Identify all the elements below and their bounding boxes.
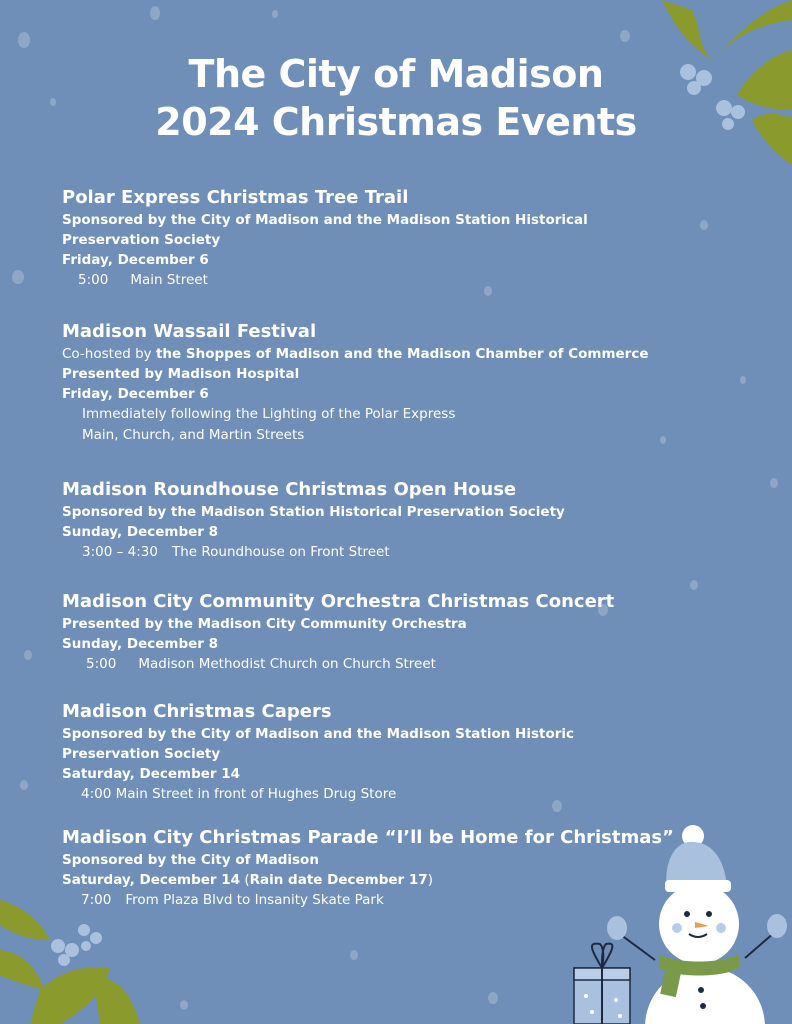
event-date-line (62, 870, 732, 890)
page-title (0, 50, 792, 146)
event-time: 5:00 (86, 656, 117, 672)
event-time-location (62, 890, 732, 911)
event-paren-open: ( (240, 872, 250, 888)
event-date: Saturday, December 14 (62, 766, 241, 782)
event-cohost-prefix: Co-hosted by (62, 346, 156, 362)
event-sponsor-cont: Preservation Society (62, 746, 221, 762)
event-time-location (62, 784, 732, 805)
event-roundhouse-open-house (62, 478, 732, 563)
event-location: Main Street in front of Hughes Drug Store (115, 786, 397, 802)
snow-dot (740, 376, 746, 384)
event-date: Saturday, December 14 (62, 872, 241, 888)
event-title: Madison Christmas Capers (62, 701, 332, 722)
snow-dot (180, 1000, 188, 1010)
event-time: 7:00 (81, 892, 112, 908)
event-sponsor: Sponsored by the City of Madison and the Madison Station Historical (62, 212, 588, 228)
snow-dot (620, 30, 630, 42)
event-paren-close: ) (427, 872, 433, 888)
event-title: Madison Wassail Festival (62, 321, 317, 342)
snow-dot (12, 270, 24, 284)
event-cohost (62, 344, 732, 364)
event-location: Main Street (130, 272, 208, 288)
event-sponsor: Sponsored by the Madison Station Historical Preservation Society (62, 504, 565, 520)
event-detail: Immediately following the Lighting of the Polar Express (82, 406, 456, 422)
snow-dot (24, 650, 32, 660)
event-date: Friday, December 6 (62, 252, 209, 268)
event-time-location (62, 542, 732, 563)
snow-dot (350, 950, 358, 960)
event-orchestra-concert (62, 590, 732, 675)
snow-dot (690, 580, 698, 590)
event-time: 4:00 (81, 786, 112, 802)
event-time: 3:00 – 4:30 (82, 544, 158, 560)
event-presenter: Presented by the Madison City Community Orchestra (62, 616, 467, 632)
event-title: Madison Roundhouse Christmas Open House (62, 479, 517, 500)
event-christmas-capers (62, 700, 732, 805)
event-location: Madison Methodist Church on Church Street (138, 656, 436, 672)
event-sponsor-cont: Preservation Society (62, 232, 221, 248)
snow-dot (150, 6, 160, 20)
snow-dot (20, 780, 28, 790)
snow-dot (770, 478, 778, 488)
event-date: Sunday, December 8 (62, 636, 219, 652)
snow-dot (272, 10, 278, 18)
event-time-location (62, 270, 732, 291)
event-location: From Plaza Blvd to Insanity Skate Park (125, 892, 384, 908)
event-cohost-names: the Shoppes of Madison and the Madison Chamber of Commerce (155, 346, 649, 362)
event-wassail-festival (62, 320, 732, 446)
event-rain-date: Rain date December 17 (249, 872, 428, 888)
title-line-1: The City of Madison (188, 52, 604, 96)
event-time-location (62, 654, 732, 675)
snow-dot (18, 32, 30, 48)
snow-dot (488, 992, 498, 1004)
event-location: Main, Church, and Martin Streets (82, 427, 305, 443)
event-title: Madison City Christmas Parade “I’ll be Home for Christmas” (62, 827, 674, 848)
event-christmas-parade (62, 826, 732, 911)
event-sponsor: Sponsored by the City of Madison (62, 852, 319, 868)
event-location: The Roundhouse on Front Street (171, 544, 390, 560)
event-date: Friday, December 6 (62, 386, 209, 402)
event-date: Sunday, December 8 (62, 524, 219, 540)
event-presenter: Presented by Madison Hospital (62, 366, 300, 382)
event-title: Polar Express Christmas Tree Trail (62, 187, 409, 208)
title-line-2: 2024 Christmas Events (155, 100, 637, 144)
event-polar-express (62, 186, 732, 291)
event-time: 5:00 (78, 272, 109, 288)
event-title: Madison City Community Orchestra Christmas Concert (62, 591, 615, 612)
event-sponsor: Sponsored by the City of Madison and the Madison Station Historic (62, 726, 575, 742)
